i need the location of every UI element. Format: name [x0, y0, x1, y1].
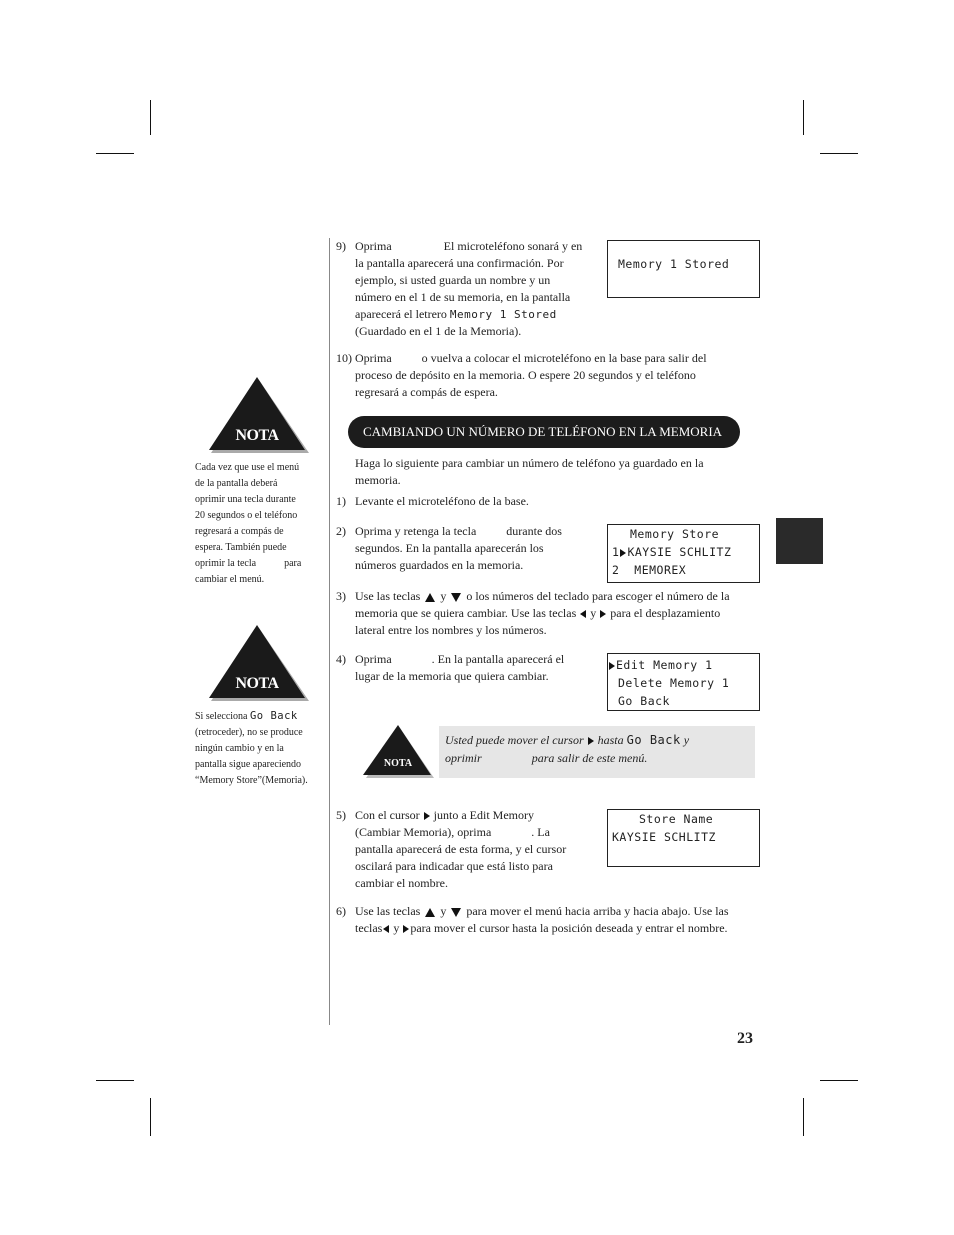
side-note-1: Cada vez que use el menú de la pantalla deberá oprimir una tecla durante 20 segundos o el teléfono regresará a compás de espera. También puede oprimir la tecla para cambiar el menú. — [195, 462, 302, 585]
crop-mark — [96, 153, 134, 154]
crop-mark — [820, 1080, 858, 1081]
column-divider — [329, 238, 330, 1025]
intro-paragraph: Haga lo siguiente para cambiar un número de teléfono ya guardado en la memoria. — [355, 456, 704, 487]
down-arrow-icon — [451, 593, 461, 602]
cursor-arrow-icon — [609, 662, 615, 670]
right-arrow-icon — [588, 737, 594, 745]
up-arrow-icon — [425, 908, 435, 917]
lcd-display-stored: Memory 1 Stored — [607, 240, 760, 298]
lcd-display-memory-store: Memory Store 1 KAYSIE SCHLITZ 2 MEMOREX — [607, 524, 760, 583]
side-note-2: Si selecciona Go Back (retroceder), no se produce ningún cambio y en la pantalla sigue apareciendo “Memory Store”(Memoria). — [195, 710, 308, 786]
crop-mark — [803, 100, 804, 135]
lcd-display-edit-menu: Edit Memory 1 Delete Memory 1 Go Back — [607, 653, 760, 711]
tip-text: Usted puede mover el cursor hasta Go Back y oprimir para salir de este menú. — [445, 733, 690, 765]
section-header: CAMBIANDO UN NÚMERO DE TELÉFONO EN LA MEMORIA — [348, 416, 740, 448]
up-arrow-icon — [425, 593, 435, 602]
section-tab — [776, 518, 823, 564]
right-arrow-icon — [424, 812, 430, 820]
nota-tip-icon: NOTA — [360, 722, 436, 780]
right-arrow-icon — [600, 610, 606, 618]
right-arrow-icon — [403, 925, 409, 933]
left-arrow-icon — [580, 610, 586, 618]
cursor-arrow-icon — [620, 549, 626, 557]
nota-warning-icon: NOTA — [207, 375, 311, 455]
lcd-display-store-name: Store Name KAYSIE SCHLITZ — [607, 809, 760, 867]
left-arrow-icon — [383, 925, 389, 933]
crop-mark — [803, 1098, 804, 1136]
crop-mark — [150, 100, 151, 135]
page-number: 23 — [737, 1030, 753, 1047]
nota-warning-icon: NOTA — [207, 623, 311, 703]
crop-mark — [150, 1098, 151, 1136]
crop-mark — [820, 153, 858, 154]
crop-mark — [96, 1080, 134, 1081]
down-arrow-icon — [451, 908, 461, 917]
